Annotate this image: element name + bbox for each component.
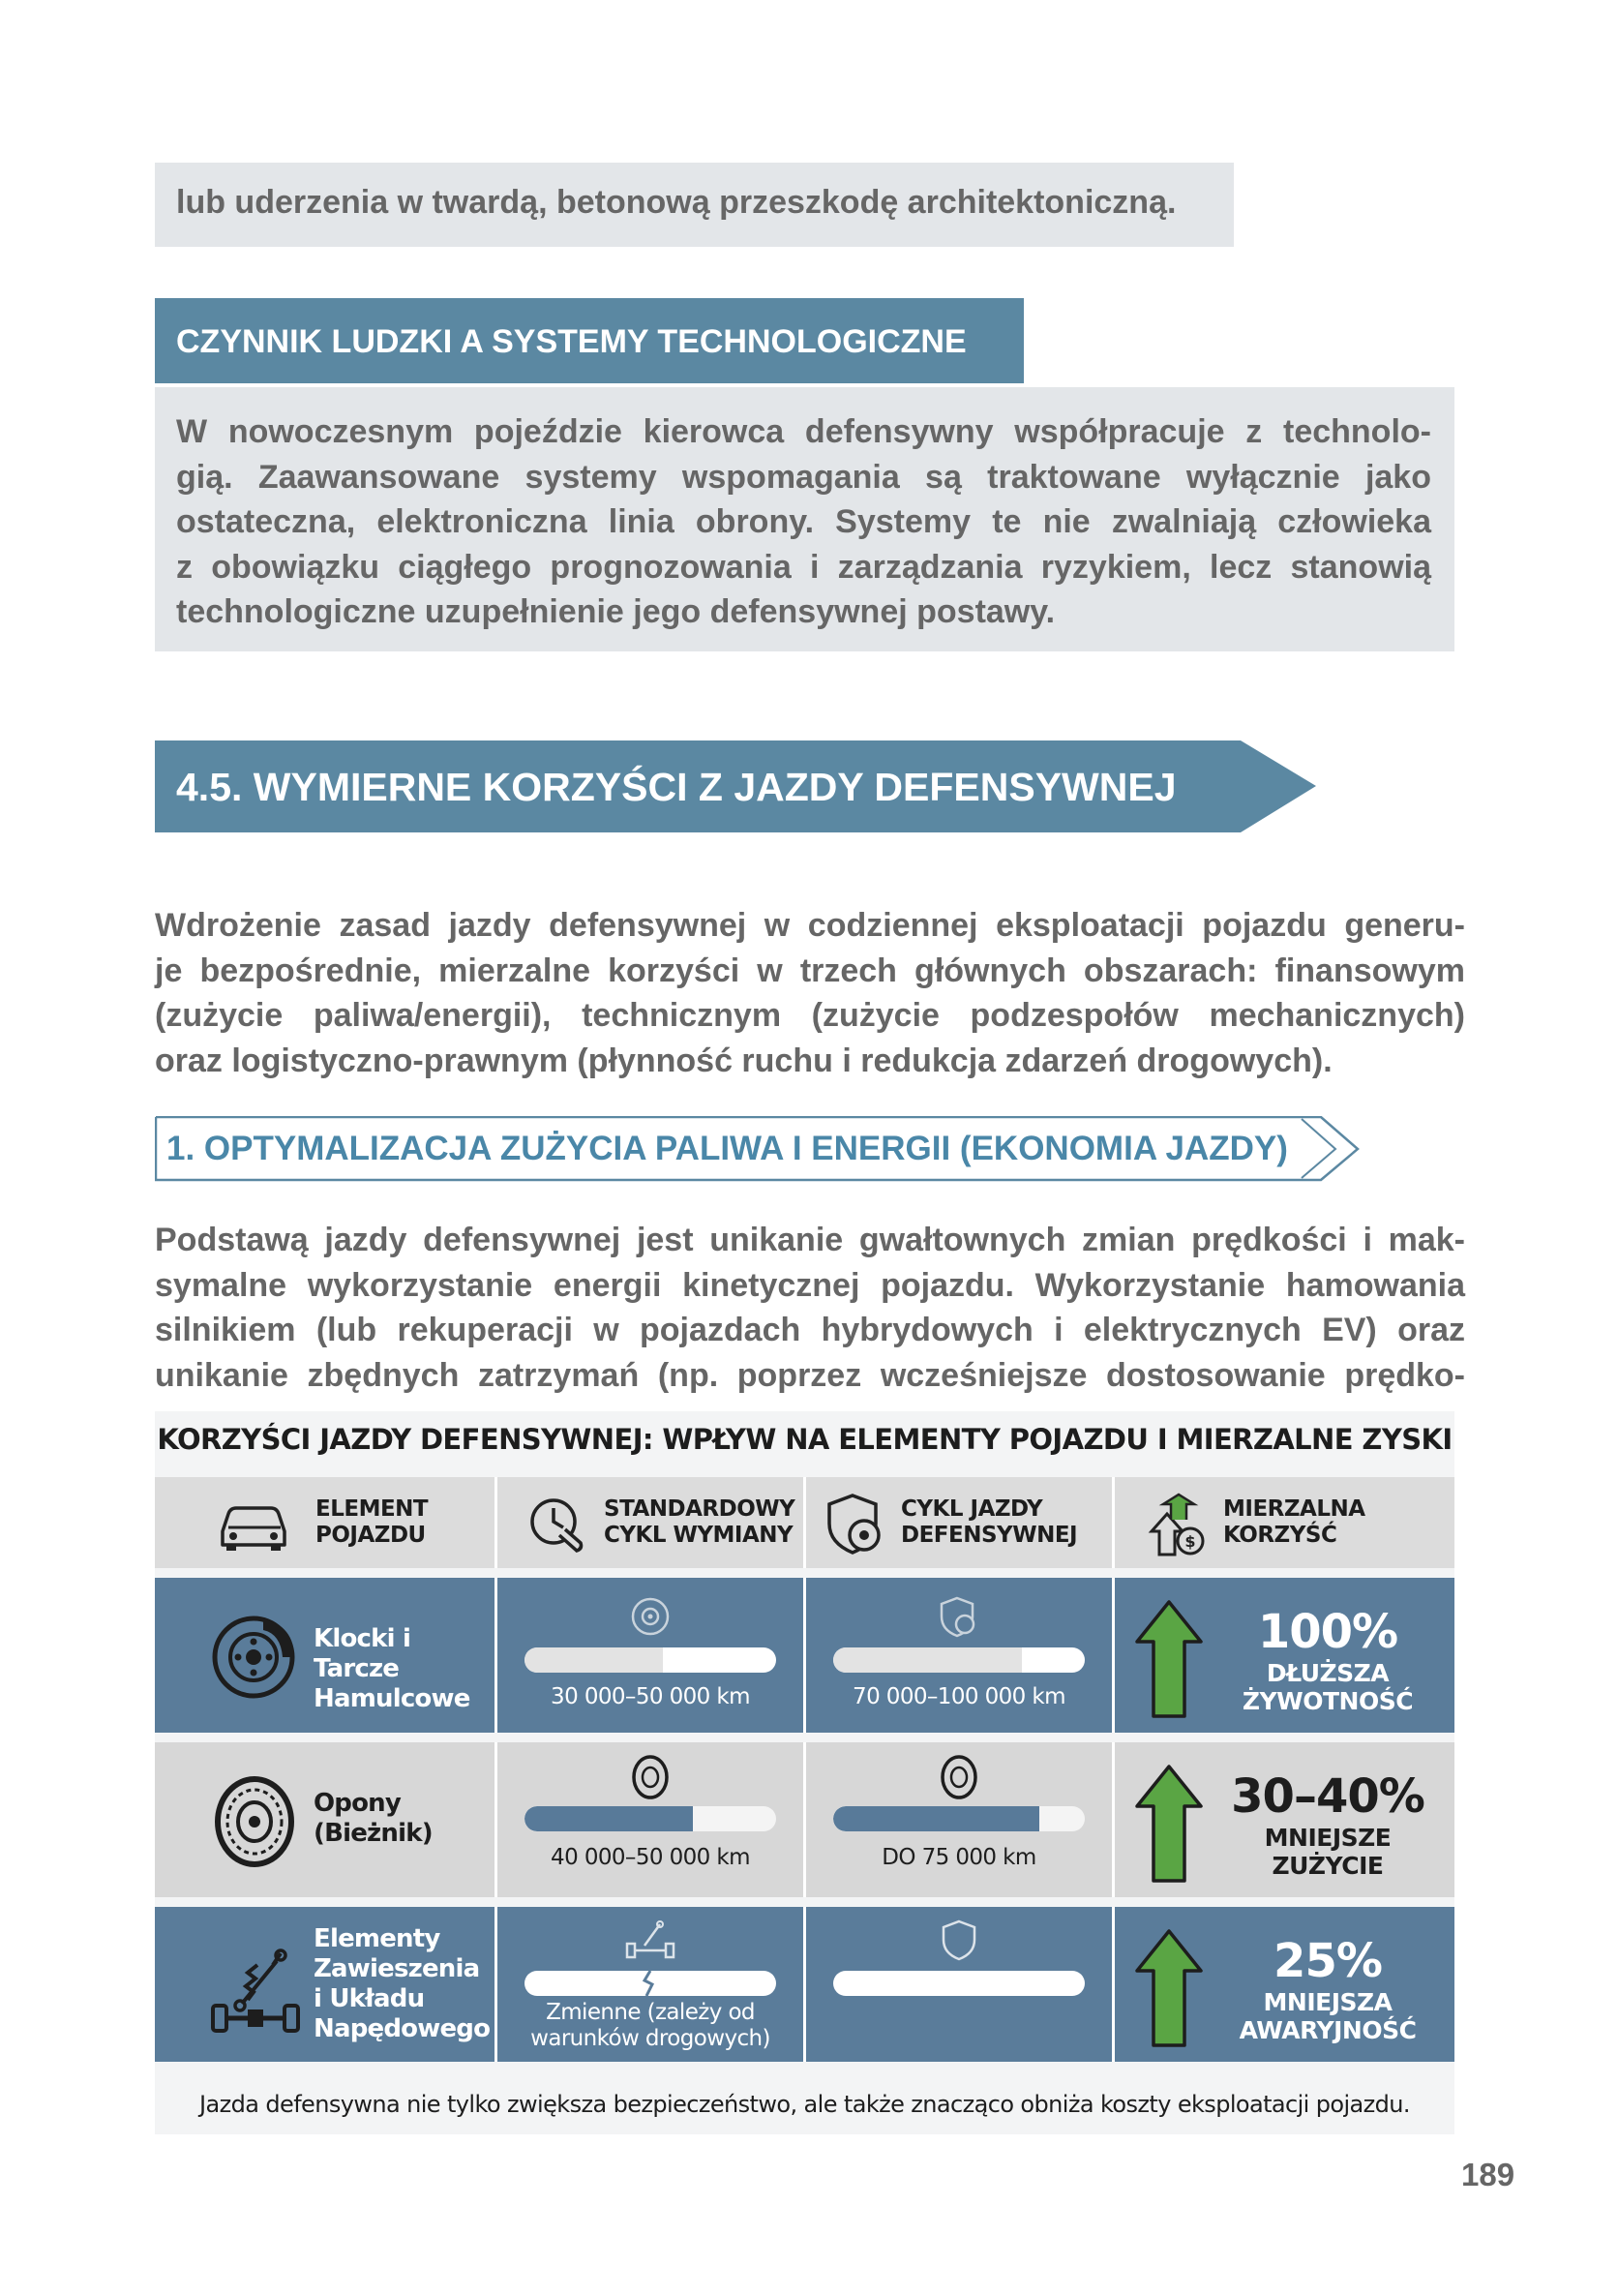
infographic-footer: Jazda defensywna nie tylko zwiększa bezpieczeństwo, ale także znacząco obniża koszty eksploatacji pojazdu. (199, 2091, 1410, 2118)
brake-disc-small-icon (629, 1595, 672, 1638)
header-defensive-cycle (806, 1477, 1112, 1568)
benefit-label-line: DŁUŻSZA (1266, 1659, 1390, 1687)
benefit-label-line: ŻYWOTNOŚĆ (1242, 1687, 1414, 1715)
element-cell (155, 1907, 494, 2062)
intro-line: oraz logistyczno-prawnym (płynność ruchu i redukcja zdarzeń drogowych). (155, 1042, 1333, 1079)
section-tag: CZYNNIK LUDZKI A SYSTEMY TECHNOLOGICZNE (155, 298, 1024, 383)
suspension-small-icon (625, 1918, 675, 1961)
tire-icon (213, 1775, 296, 1868)
standard-cycle-bar (524, 1971, 776, 1996)
standard-cycle-cell (497, 1578, 803, 1733)
element-label-line: Klocki i Tarcze (314, 1624, 411, 1683)
element-label-line: Opony (314, 1789, 402, 1818)
element-cell (155, 1578, 494, 1733)
standard-cycle-value: 40 000–50 000 km (551, 1845, 750, 1870)
section-body-line: z obowiązku ciągłego prognozowania i zarządzania ryzykiem, lecz stanowią (176, 548, 1431, 586)
bar-fill (524, 1647, 663, 1673)
section-body-line: technologiczne uzupełnienie jego defensywnej postawy. (176, 593, 1056, 630)
header-label (1223, 1496, 1365, 1549)
benefit-label-line: AWARYJNOŚĆ (1239, 2016, 1417, 2044)
header-label (901, 1496, 1077, 1549)
subsection-banner (155, 1116, 1364, 1182)
benefit-value: 30–40% (1231, 1769, 1424, 1824)
header-line1: CYKL JAZDY (901, 1496, 1043, 1522)
standard-cycle-value-line: Zmienne (zależy od (546, 2000, 755, 2025)
tire-small-icon (940, 1754, 978, 1800)
shield-wheel-icon (825, 1493, 887, 1556)
benefit-value: 25% (1273, 1934, 1382, 1988)
intro-line: Wdrożenie zasad jazdy defensywnej w codziennej eksploatacji pojazdu generu- (155, 907, 1465, 944)
defensive-cycle-cell (806, 1742, 1112, 1897)
standard-cycle-bar (524, 1806, 776, 1831)
element-label-line: Elementy (314, 1924, 440, 1953)
standard-cycle-value (497, 2000, 803, 2052)
defensive-cycle-value: DO 75 000 km (882, 1845, 1036, 1870)
subsection-paragraph (155, 1218, 1465, 1398)
header-benefit (1115, 1477, 1454, 1568)
tire-small-icon (631, 1754, 670, 1800)
intro-paragraph (155, 903, 1465, 1083)
benefit-cell (1115, 1742, 1454, 1897)
up-arrow-icon (1134, 1764, 1204, 1884)
header-line1: STANDARDOWY (604, 1496, 795, 1522)
subsection-line: Podstawą jazdy defensywnej jest unikanie gwałtownych zmian prędkości i mak- (155, 1222, 1465, 1258)
benefit-text (1212, 1578, 1444, 1733)
header-line2: KORZYŚĆ (1223, 1523, 1337, 1548)
section-body-box (155, 387, 1454, 651)
up-arrow-icon (1134, 1928, 1204, 2048)
standard-cycle-value: 30 000–50 000 km (551, 1684, 750, 1709)
suspension-icon (209, 1948, 302, 2035)
subsection-line: unikanie zbędnych zatrzymań (np. poprzez wcześniejsze dostosowanie prędko- (155, 1356, 1465, 1394)
infographic-header-row (155, 1477, 1454, 1568)
element-label-line: Zawieszenia (314, 1954, 480, 1983)
element-label (314, 1624, 494, 1714)
element-label-line: i Układu (314, 1984, 425, 2013)
header-line2: DEFENSYWNEJ (901, 1523, 1078, 1548)
chapter-banner (155, 740, 1316, 832)
element-label-line: Hamulcowe (314, 1684, 470, 1713)
header-standard-cycle (497, 1477, 803, 1568)
benefit-cell (1115, 1907, 1454, 2062)
defensive-cycle-cell (806, 1578, 1112, 1733)
wrench-clock-icon (524, 1493, 586, 1555)
element-label (314, 1789, 433, 1849)
bar-fill (833, 1647, 1022, 1673)
table-row-suspension (155, 1907, 1454, 2062)
bar-fill (833, 1806, 1039, 1831)
intro-line: (zużycie paliwa/energii), technicznym (zużycie podzespołów mechanicznych) (155, 997, 1465, 1034)
benefit-cell (1115, 1578, 1454, 1733)
standard-cycle-cell (497, 1742, 803, 1897)
defensive-cycle-value: 70 000–100 000 km (853, 1684, 1065, 1709)
shield-check-small-icon (938, 1595, 980, 1638)
svg-text:$: $ (1184, 1532, 1196, 1551)
subsection-line: silnikiem (lub rekuperacji w pojazdach hybrydowych i elektrycznych EV) oraz (155, 1312, 1465, 1348)
defensive-cycle-bar (833, 1971, 1085, 1996)
infographic-title: KORZYŚCI JAZDY DEFENSYWNEJ: WPŁYW NA ELEMENTY POJAZDU I MIERZALNE ZYSKI (157, 1423, 1453, 1456)
header-line2: POJAZDU (315, 1523, 426, 1548)
benefits-infographic (155, 1411, 1454, 2134)
section-body-paragraph (176, 409, 1431, 635)
header-line2: CYKL WYMIANY (604, 1523, 794, 1548)
brake-disc-icon (209, 1613, 298, 1702)
element-cell (155, 1742, 494, 1897)
up-arrow-icon (1134, 1599, 1204, 1719)
header-label (315, 1496, 428, 1549)
intro-line: je bezpośrednie, mierzalne korzyści w trzech głównych obszarach: finansowym (155, 952, 1465, 989)
page-number: 189 (1461, 2157, 1515, 2192)
header-line1: MIERZALNA (1223, 1496, 1365, 1522)
section-body-line: ostateczna, elektroniczna linia obrony. Systemy te nie zwalniają człowieka (176, 503, 1431, 540)
benefit-label-line: MNIEJSZE (1264, 1824, 1392, 1852)
car-icon (217, 1498, 290, 1553)
section-body-line: W nowoczesnym pojeździe kierowca defensywny współpracuje z technolo- (176, 413, 1431, 450)
shield-small-icon (940, 1918, 978, 1961)
table-row-brakes (155, 1578, 1454, 1733)
continued-text: lub uderzenia w twardą, betonową przeszkodę architektoniczną. (176, 184, 1177, 221)
element-label-line: Napędowego (314, 2014, 491, 2043)
defensive-cycle-bar (833, 1806, 1085, 1831)
subsection-line: symalne wykorzystanie energii kinetycznej pojazdu. Wykorzystanie hamowania (155, 1266, 1465, 1304)
benefit-label-line: MNIEJSZA (1263, 1988, 1393, 2016)
header-element (155, 1477, 494, 1568)
growth-coin-icon (1146, 1493, 1208, 1556)
element-label-line: (Bieżnik) (314, 1819, 433, 1848)
table-row-tires (155, 1742, 1454, 1897)
header-label (604, 1496, 794, 1549)
standard-cycle-value-line: warunków drogowych) (530, 2026, 770, 2051)
section-body-line: gią. Zaawansowane systemy wspomagania są traktowane wyłącznie jako (176, 458, 1431, 496)
defensive-cycle-bar (833, 1647, 1085, 1673)
standard-cycle-bar (524, 1647, 776, 1673)
benefit-label-line: ZUŻYCIE (1272, 1852, 1384, 1880)
continued-text-box (155, 163, 1234, 247)
defensive-cycle-cell (806, 1907, 1112, 2062)
subsection-title: 1. OPTYMALIZACJA ZUŻYCIA PALIWA I ENERGII (EKONOMIA JAZDY) (166, 1130, 1288, 1167)
bar-fill (524, 1806, 693, 1831)
element-label (314, 1924, 490, 2044)
benefit-value: 100% (1257, 1605, 1398, 1659)
header-line1: ELEMENT (315, 1496, 429, 1522)
standard-cycle-cell (497, 1907, 803, 2062)
crack-icon (637, 1971, 664, 1996)
chapter-title: 4.5. WYMIERNE KORZYŚCI Z JAZDY DEFENSYWNEJ (176, 765, 1177, 809)
benefit-text (1212, 1907, 1444, 2062)
benefit-text (1212, 1742, 1444, 1897)
